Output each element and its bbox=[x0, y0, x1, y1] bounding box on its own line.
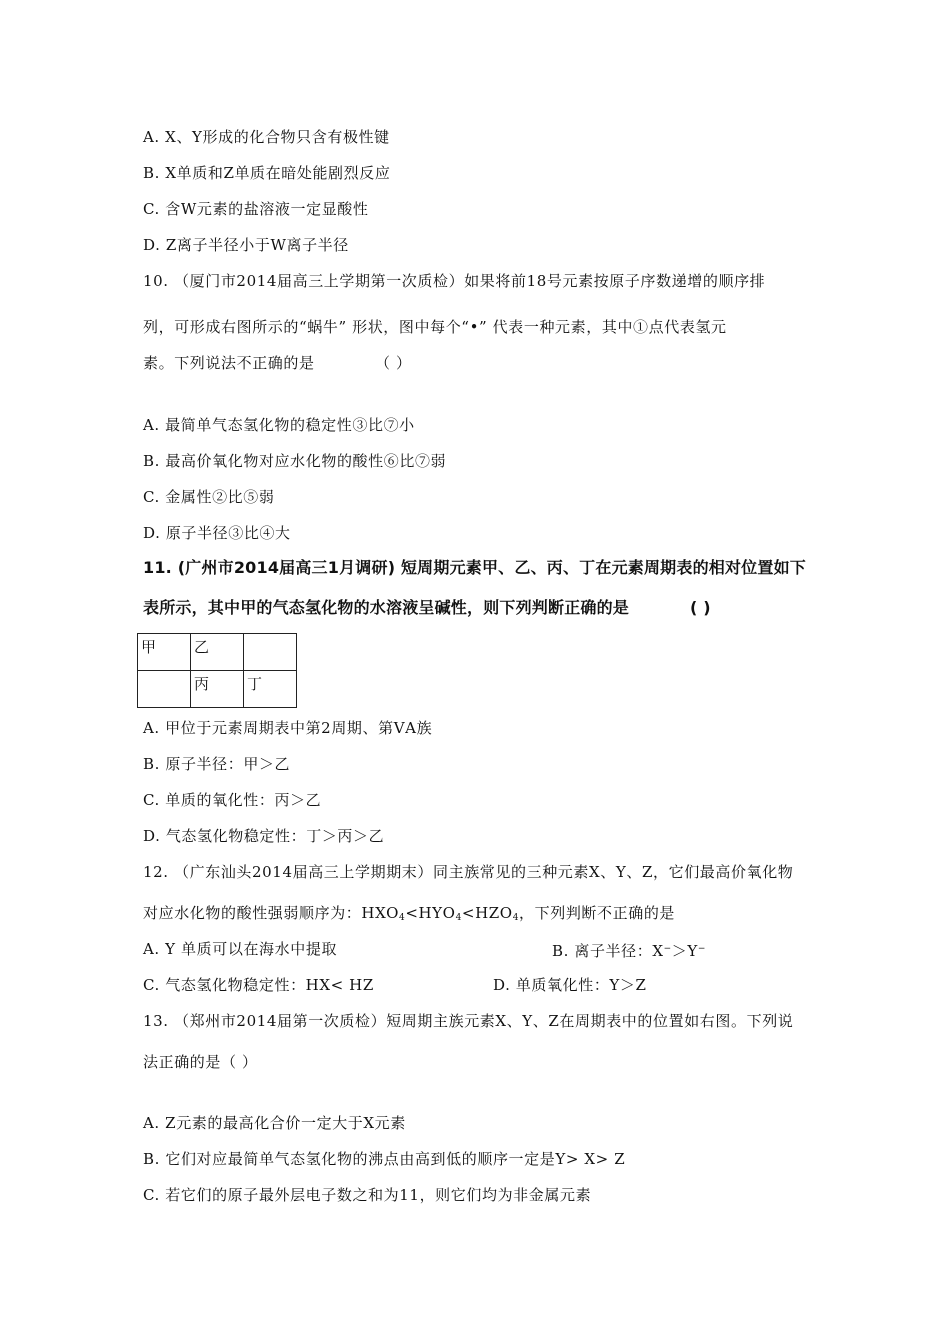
q11-stem-line1: 11. (广州市2014届高三1月调研) 短周期元素甲、乙、丙、丁在元素周期表的相对位置如下 bbox=[143, 558, 806, 577]
table-row bbox=[138, 671, 297, 708]
q11-answer-paren: ( ) bbox=[690, 598, 711, 617]
q10-option-a: A. 最简单气态氢化物的稳定性③比⑦小 bbox=[143, 416, 415, 434]
table-row bbox=[138, 634, 297, 671]
table-cell bbox=[244, 634, 297, 671]
q12-option-b bbox=[552, 939, 706, 961]
q12-option-c: C. 气态氢化物稳定性：HX< HZ bbox=[143, 976, 374, 994]
q13-option-c: C. 若它们的原子最外层电子数之和为11，则它们均为非金属元素 bbox=[143, 1186, 592, 1204]
q10-stem-line1: 10. （厦门市2014届高三上学期第一次质检）如果将前18号元素按原子序数递增的顺序排 bbox=[143, 272, 766, 290]
q11-option-d: D. 气态氢化物稳定性：丁＞丙＞乙 bbox=[143, 827, 385, 845]
q12-option-d: D. 单质氧化性：Y＞Z bbox=[493, 976, 647, 994]
q9-option-d: D. Z离子半径小于W离子半径 bbox=[143, 236, 349, 254]
acid-hxo4: HXO bbox=[361, 904, 399, 922]
q10-answer-paren: （ ） bbox=[375, 354, 412, 372]
table-cell: 丙 bbox=[191, 671, 244, 708]
q12-option-b-mid: ＞Y bbox=[671, 942, 698, 960]
less-than: < bbox=[461, 904, 476, 922]
q11-option-b: B. 原子半径：甲＞乙 bbox=[143, 755, 291, 773]
subscript: 4 bbox=[399, 913, 406, 923]
q9-option-b: B. X单质和Z单质在暗处能剧烈反应 bbox=[143, 164, 391, 182]
q10-option-c: C. 金属性②比⑤弱 bbox=[143, 488, 275, 506]
periodic-position-table bbox=[137, 633, 297, 708]
q12-stem-line1: 12. （广东汕头2014届高三上学期期末）同主族常见的三种元素X、Y、Z，它们最高价氧化物 bbox=[143, 863, 794, 881]
acid-hyo4: HYO bbox=[418, 904, 456, 922]
q12-stem-line2 bbox=[143, 903, 675, 928]
q11-stem-line2: 表所示，其中甲的气态氢化物的水溶液呈碱性，则下列判断正确的是 bbox=[143, 598, 630, 617]
q10-stem-line3: 素。下列说法不正确的是 bbox=[143, 354, 315, 372]
q11-option-c: C. 单质的氧化性：丙＞乙 bbox=[143, 791, 322, 809]
q10-option-d: D. 原子半径③比④大 bbox=[143, 524, 291, 542]
q12-option-a: A. Y 单质可以在海水中提取 bbox=[143, 940, 338, 958]
q9-option-a: A. X、Y形成的化合物只含有极性键 bbox=[143, 128, 390, 146]
q12-line2-suffix: ，下列判断不正确的是 bbox=[519, 904, 676, 922]
q13-stem-line1: 13. （郑州市2014届第一次质检）短周期主族元素X、Y、Z在周期表中的位置如右图。下列说 bbox=[143, 1012, 794, 1030]
q9-option-c: C. 含W元素的盐溶液一定显酸性 bbox=[143, 200, 369, 218]
acid-hzo4: HZO bbox=[475, 904, 513, 922]
superscript: − bbox=[663, 944, 672, 954]
q10-stem-line2: 列，可形成右图所示的“蜗牛” 形状，图中每个“•” 代表一种元素，其中①点代表氢元 bbox=[143, 318, 727, 336]
q10-option-b: B. 最高价氧化物对应水化物的酸性⑥比⑦弱 bbox=[143, 452, 447, 470]
table-cell: 丁 bbox=[244, 671, 297, 708]
subscript: 4 bbox=[512, 913, 520, 923]
q13-option-a: A. Z元素的最高化合价一定大于X元素 bbox=[143, 1114, 406, 1132]
superscript: − bbox=[697, 944, 707, 954]
table-cell bbox=[138, 671, 191, 708]
q12-option-b-prefix: B. 离子半径：X bbox=[552, 942, 664, 960]
q13-stem-line2: 法正确的是（ ） bbox=[143, 1053, 258, 1071]
q13-option-b: B. 它们对应最简单气态氢化物的沸点由高到低的顺序一定是Y> X> Z bbox=[143, 1150, 626, 1168]
q12-line2-prefix: 对应水化物的酸性强弱顺序为： bbox=[143, 904, 362, 922]
q11-option-a: A. 甲位于元素周期表中第2周期、第ⅤA族 bbox=[143, 719, 433, 737]
table-cell: 乙 bbox=[191, 634, 244, 671]
table-cell: 甲 bbox=[138, 634, 191, 671]
subscript: 4 bbox=[455, 913, 462, 923]
less-than: < bbox=[405, 904, 419, 922]
